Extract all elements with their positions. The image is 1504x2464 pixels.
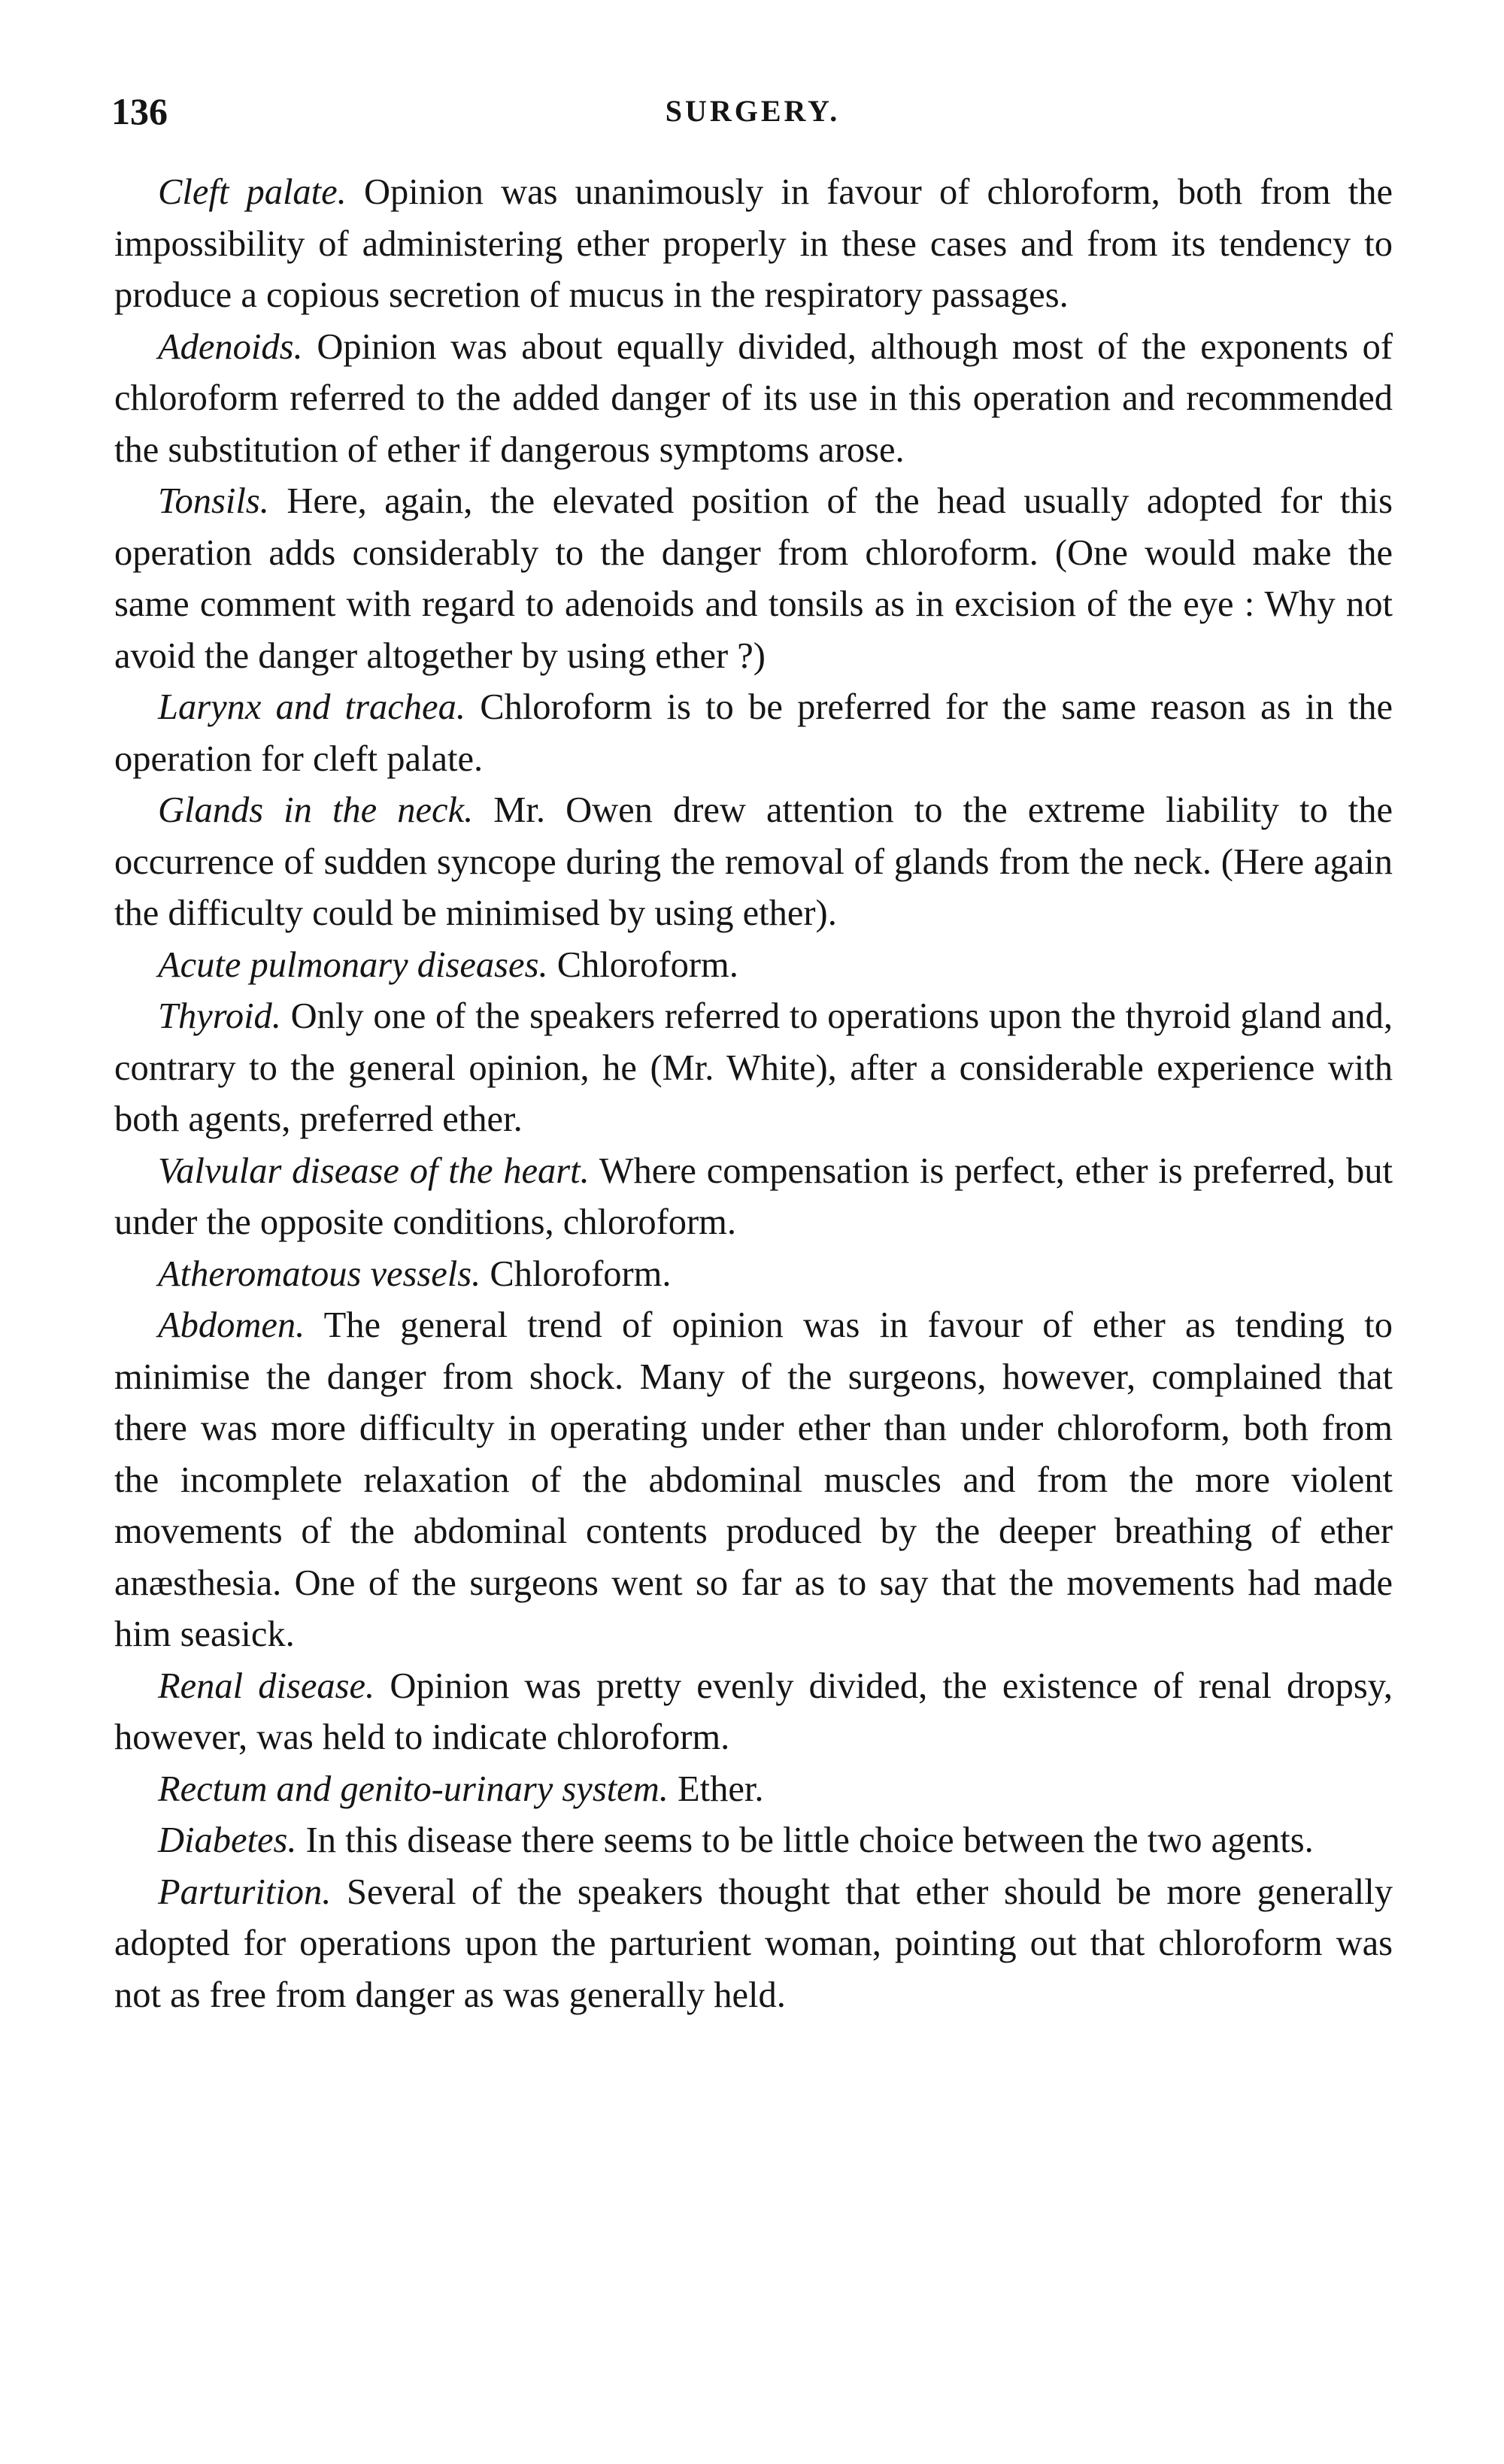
paragraph-text: Opinion was pretty evenly divided, the existence of renal dropsy, however, was held to indicate chloroform. bbox=[114, 1665, 1393, 1757]
paragraph-text: Only one of the speakers referred to operations upon the thyroid gland and, contrary to the general opinion, he (Mr. White), after a considerable experience with both agents, preferred ether. bbox=[114, 996, 1393, 1139]
paragraph-text: In this disease there seems to be little choice between the two agents. bbox=[305, 1820, 1314, 1860]
paragraph-thyroid bbox=[114, 991, 1393, 1146]
topic-heading: Tonsils. bbox=[158, 481, 269, 521]
topic-heading: Larynx and trachea. bbox=[158, 687, 465, 727]
paragraph-text: Opinion was about equally divided, although most of the exponents of chloroform referred to the added danger of its use in this operation and recommended the substitution of ether if dangerous symptoms arose. bbox=[114, 326, 1393, 470]
topic-heading: Thyroid. bbox=[158, 996, 281, 1036]
paragraph-cleft-palate bbox=[114, 167, 1393, 322]
page-number: 136 bbox=[111, 90, 168, 132]
paragraph-text: Several of the speakers thought that ether should be more generally adopted for operations upon the parturient woman, pointing out that chloroform was not as free from danger as was generally held. bbox=[114, 1871, 1393, 2015]
page-header bbox=[111, 81, 1394, 141]
topic-heading: Rectum and genito-urinary system. bbox=[158, 1768, 669, 1809]
topic-heading: Diabetes. bbox=[158, 1820, 297, 1860]
paragraph-text: Where compensation is perfect, ether is preferred, but under the opposite conditions, chloroform. bbox=[114, 1150, 1393, 1242]
topic-heading: Valvular disease of the heart. bbox=[158, 1150, 590, 1191]
paragraph-pulmonary bbox=[114, 940, 1393, 992]
paragraph-atheromatous bbox=[114, 1249, 1393, 1301]
paragraph-text: The general trend of opinion was in favour of ether as tending to minimise the danger from shock. Many of the surgeons, however, complained that there was more difficulty in operating under ether than under chloroform, both from the incomplete relaxation of the abdominal muscles and from the more violent movements of the abdominal contents produced by the deeper breathing of ether anæsthesia. One of the surgeons went so far as to say that the movements had made him seasick. bbox=[114, 1305, 1393, 1654]
paragraph-text: Ether. bbox=[677, 1768, 764, 1809]
topic-heading: Adenoids. bbox=[158, 326, 303, 367]
paragraph-adenoids bbox=[114, 322, 1393, 477]
paragraph-text: Mr. Owen drew attention to the extreme liability to the occurrence of sudden syncope during the removal of glands from the neck. (Here again the difficulty could be minimised by using ether). bbox=[114, 790, 1393, 933]
paragraph-valvular bbox=[114, 1146, 1393, 1249]
topic-heading: Acute pulmonary diseases. bbox=[158, 944, 548, 985]
paragraph-diabetes bbox=[114, 1815, 1393, 1867]
paragraph-abdomen bbox=[114, 1300, 1393, 1661]
paragraph-text: Opinion was unanimously in favour of chloroform, both from the impossibility of administering ether properly in these cases and from its tendency to produce a copious secretion of mucus in the respiratory passages. bbox=[114, 172, 1393, 315]
page-body bbox=[114, 167, 1393, 2021]
paragraph-larynx bbox=[114, 682, 1393, 785]
paragraph-glands bbox=[114, 785, 1393, 940]
topic-heading: Cleft palate. bbox=[158, 172, 347, 212]
running-head: SURGERY. bbox=[665, 94, 841, 128]
paragraph-text: Here, again, the elevated position of the head usually adopted for this operation adds considerably to the danger from chloroform. (One would make the same comment with regard to adenoids and tonsils as in excision of the eye : Why not avoid the danger altogether by using ether ?) bbox=[114, 481, 1393, 676]
topic-heading: Parturition. bbox=[158, 1871, 332, 1912]
paragraph-rectum bbox=[114, 1764, 1393, 1816]
topic-heading: Renal disease. bbox=[158, 1665, 375, 1706]
paragraph-renal bbox=[114, 1661, 1393, 1764]
paragraph-text: Chloroform. bbox=[490, 1253, 672, 1294]
paragraph-tonsils bbox=[114, 476, 1393, 682]
topic-heading: Glands in the neck. bbox=[158, 790, 474, 830]
paragraph-parturition bbox=[114, 1867, 1393, 2022]
topic-heading: Atheromatous vessels. bbox=[158, 1253, 481, 1294]
paragraph-text: Chloroform is to be preferred for the same reason as in the operation for cleft palate. bbox=[114, 687, 1393, 779]
topic-heading: Abdomen. bbox=[158, 1305, 305, 1345]
paragraph-text: Chloroform. bbox=[556, 944, 738, 985]
